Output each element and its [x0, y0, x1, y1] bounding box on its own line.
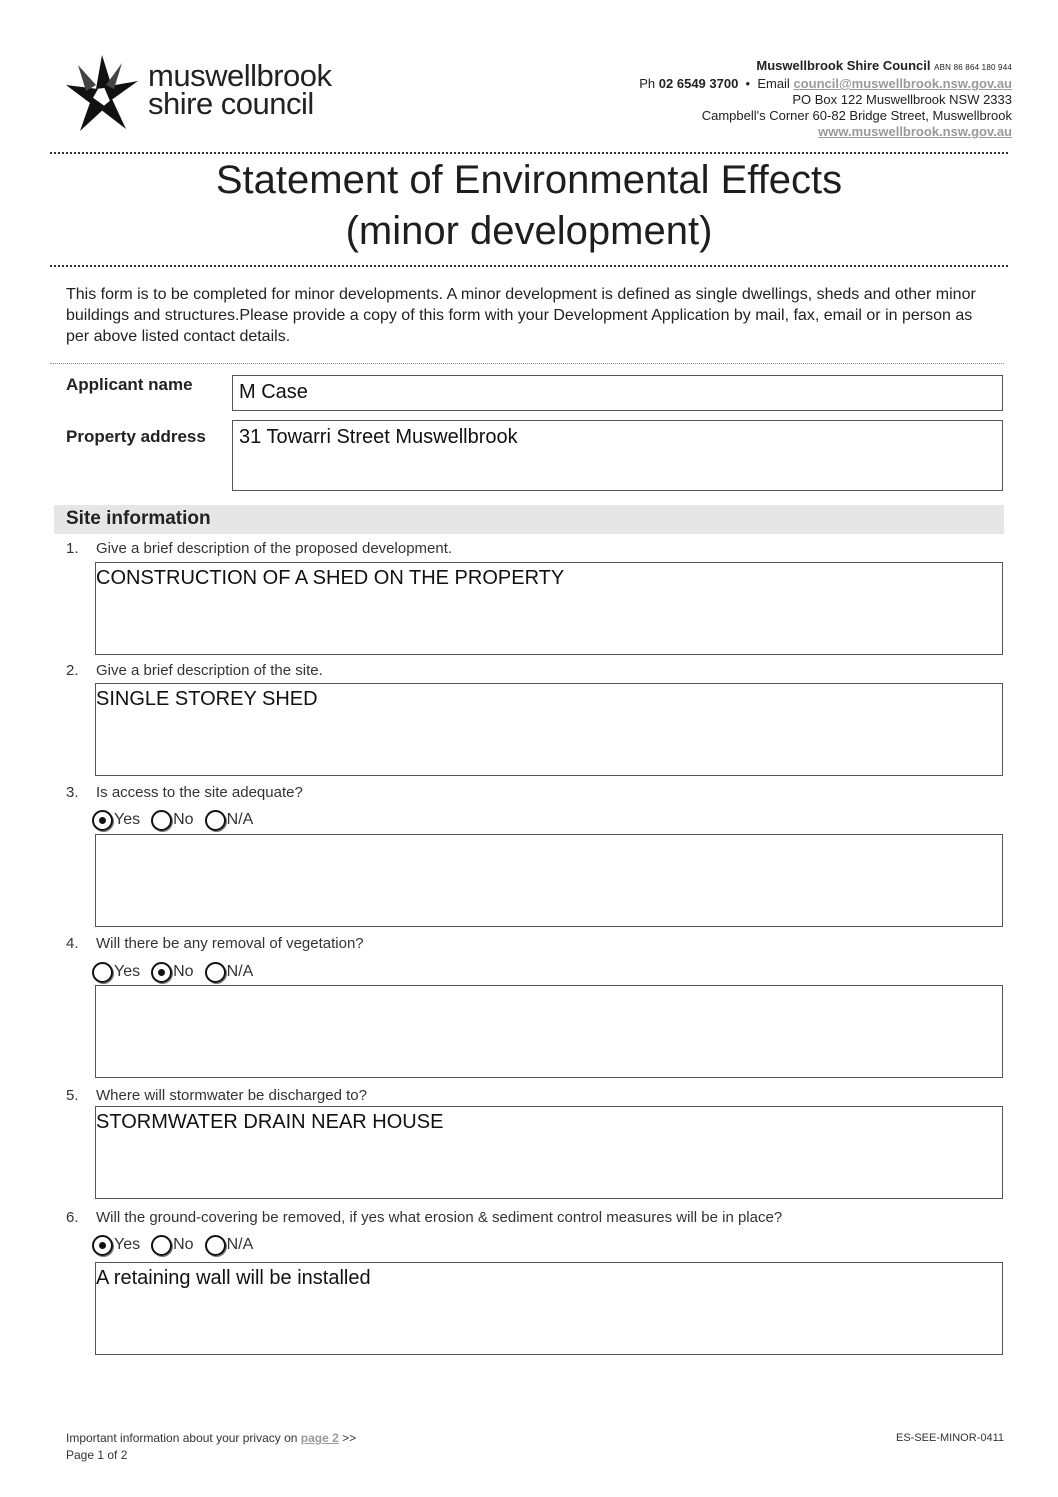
answer-field-2[interactable]: SINGLE STOREY SHED — [95, 683, 1003, 776]
privacy-arrows: >> — [342, 1431, 357, 1445]
privacy-text: Important information about your privacy on — [66, 1431, 298, 1445]
section-title: Site information — [66, 508, 211, 529]
radio-selected-icon[interactable] — [151, 962, 172, 983]
question-number: 4. — [66, 935, 79, 952]
radio-label: N/A — [226, 1236, 254, 1253]
property-address-field[interactable]: 31 Towarri Street Muswellbrook — [232, 420, 1003, 491]
divider-intro — [50, 363, 1004, 364]
question-text: Will there be any removal of vegetation? — [96, 935, 364, 952]
radio-label: Yes — [114, 963, 141, 980]
question-text: Will the ground-covering be removed, if yes what erosion & sediment control measures will be in place? — [96, 1209, 783, 1226]
radio-option-na[interactable] — [205, 1235, 257, 1256]
page-title: Statement of Environmental Effects — [215, 158, 843, 202]
radio-label: N/A — [226, 811, 254, 828]
website-link[interactable]: www.muswellbrook.nsw.gov.au — [818, 124, 1012, 139]
question-number: 2. — [66, 662, 79, 679]
question-number: 3. — [66, 784, 79, 801]
logo-line1: muswellbrook — [148, 58, 332, 93]
applicant-name-label: Applicant name — [66, 375, 193, 394]
answer-field-1[interactable]: CONSTRUCTION OF A SHED ON THE PROPERTY — [95, 562, 1003, 655]
answer-field-4[interactable] — [95, 985, 1003, 1078]
divider-title — [50, 265, 1008, 267]
contact-block: Muswellbrook Shire Council ABN 86 864 180 944 Ph 02 6549 3700 • Email council@muswellbrook.nsw.gov.au PO Box 122 Muswellbrook NSW 2333 Campbell's Corner 60-82 Bridge Street, Muswellbrook www.muswellbrook.nsw.gov.au — [639, 58, 1012, 139]
answer-field-6[interactable]: A retaining wall will be installed — [95, 1262, 1003, 1355]
radio-label: No — [173, 963, 194, 980]
radio-label: Yes — [114, 1236, 141, 1253]
phone-prefix: Ph — [639, 76, 656, 91]
radio-label: Yes — [114, 811, 141, 828]
radio-option-na[interactable] — [205, 962, 257, 983]
star-logo-icon — [64, 52, 144, 138]
radio-empty-icon[interactable] — [151, 810, 172, 831]
radio-group-4 — [92, 958, 264, 986]
radio-option-yes[interactable] — [92, 810, 143, 831]
radio-group-6 — [92, 1231, 264, 1259]
radio-empty-icon[interactable] — [205, 1235, 226, 1256]
property-address-label: Property address — [66, 427, 206, 446]
radio-option-yes[interactable] — [92, 1235, 143, 1256]
radio-option-na[interactable] — [205, 810, 257, 831]
question-text: Is access to the site adequate? — [96, 784, 303, 801]
email-link[interactable]: council@muswellbrook.nsw.gov.au — [793, 76, 1012, 91]
applicant-name-field[interactable]: M Case — [232, 375, 1003, 411]
radio-selected-icon[interactable] — [92, 810, 113, 831]
divider-top — [50, 152, 1008, 154]
radio-empty-icon[interactable] — [151, 1235, 172, 1256]
intro-text: This form is to be completed for minor developments. A minor development is defined as single dwellings, sheds and other minor buildings and structures.Please provide a copy of this form with your Development Application by mail, fax, email or in person as per above listed contact details. — [66, 286, 976, 345]
abn: ABN 86 864 180 944 — [934, 63, 1012, 72]
radio-option-no[interactable] — [151, 1235, 196, 1256]
answer-field-5[interactable]: STORMWATER DRAIN NEAR HOUSE — [95, 1106, 1003, 1199]
question-number: 1. — [66, 540, 79, 557]
question-text: Give a brief description of the proposed development. — [96, 540, 453, 557]
logo-wordmark — [148, 58, 332, 121]
email-prefix: Email — [757, 76, 790, 91]
radio-empty-icon[interactable] — [205, 810, 226, 831]
street-address: Campbell's Corner 60-82 Bridge Street, Muswellbrook — [701, 108, 1012, 123]
council-name: Muswellbrook Shire Council — [756, 58, 931, 73]
question-text: Where will stormwater be discharged to? — [96, 1087, 367, 1104]
po-box: PO Box 122 Muswellbrook NSW 2333 — [792, 92, 1012, 107]
privacy-page-link[interactable]: page 2 — [300, 1431, 339, 1445]
page-subtitle: (minor development) — [345, 209, 713, 253]
radio-label: N/A — [226, 963, 254, 980]
radio-group-3 — [92, 806, 264, 834]
radio-empty-icon[interactable] — [92, 962, 113, 983]
answer-field-3[interactable] — [95, 834, 1003, 927]
question-number: 5. — [66, 1087, 79, 1104]
radio-option-no[interactable] — [151, 962, 196, 983]
phone-number: 02 6549 3700 — [658, 76, 739, 91]
form-code: ES-SEE-MINOR-0411 — [896, 1432, 1004, 1444]
radio-option-no[interactable] — [151, 810, 196, 831]
radio-label: No — [173, 811, 194, 828]
page-number: Page 1 of 2 — [66, 1448, 128, 1462]
radio-label: No — [173, 1236, 194, 1253]
radio-option-yes[interactable] — [92, 962, 143, 983]
question-text: Give a brief description of the site. — [96, 662, 323, 679]
logo-line2: shire council — [148, 86, 314, 121]
radio-empty-icon[interactable] — [205, 962, 226, 983]
footer-left — [66, 1430, 356, 1464]
question-number: 6. — [66, 1209, 79, 1226]
radio-selected-icon[interactable] — [92, 1235, 113, 1256]
